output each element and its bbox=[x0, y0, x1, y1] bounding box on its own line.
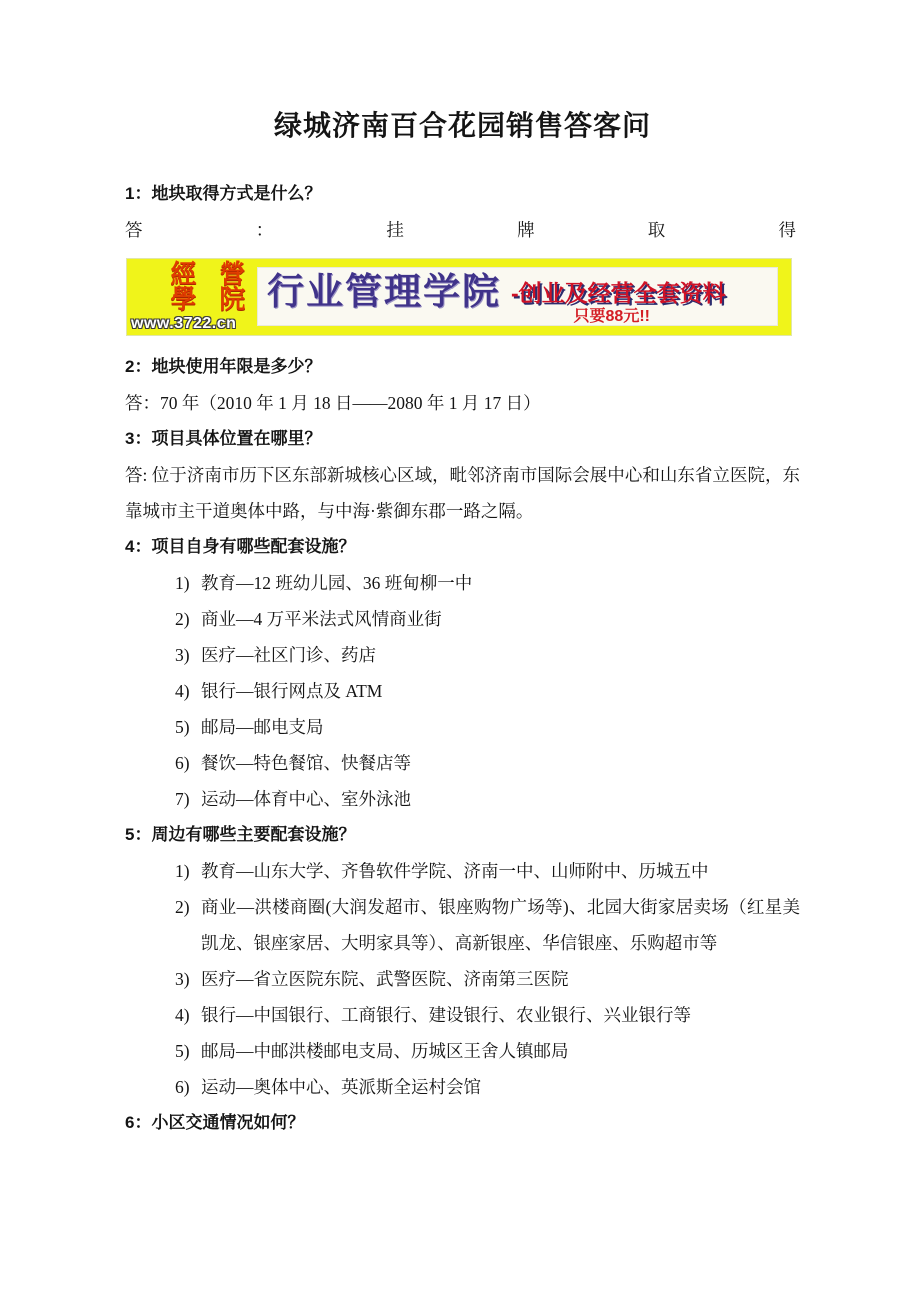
ad-logo-char: 學 bbox=[170, 284, 197, 314]
list-item bbox=[125, 637, 800, 673]
list-item bbox=[125, 565, 800, 601]
ad-banner-title: 行业管理学院 bbox=[267, 271, 501, 312]
list-item-text: 邮局—邮电支局 bbox=[201, 717, 324, 737]
list-item bbox=[125, 961, 800, 997]
list-item bbox=[125, 709, 800, 745]
answer-3-text: 答: 位于济南市历下区东部新城核心区域，毗邻济南市国际会展中心和山东省立医院，东靠城市主干道奥体中路，与中海·紫御东郡一路之隔。 bbox=[125, 465, 800, 521]
list-item-number: 5) bbox=[175, 1041, 190, 1061]
list-item bbox=[125, 853, 800, 889]
answer-1-char: 得 bbox=[778, 220, 796, 240]
ad-banner-logo bbox=[163, 259, 253, 314]
list-item-text: 教育—山东大学、齐鲁软件学院、济南一中、山师附中、历城五中 bbox=[201, 861, 709, 881]
list-item-number: 7) bbox=[175, 789, 190, 809]
list-item bbox=[125, 673, 800, 709]
list-item-number: 1) bbox=[175, 573, 190, 593]
list-item-text: 邮局—中邮洪楼邮电支局、历城区王舍人镇邮局 bbox=[201, 1041, 569, 1061]
answer-1-distributed bbox=[125, 212, 800, 248]
list-item-text: 教育—12 班幼儿园、36 班甸柳一中 bbox=[201, 573, 473, 593]
question-6-heading: 6：小区交通情况如何？ bbox=[125, 1113, 305, 1132]
list-item-number: 2) bbox=[175, 609, 190, 629]
ad-banner-tagline: -创业及经营全套资料 bbox=[511, 280, 726, 306]
list-item-number: 3) bbox=[175, 969, 190, 989]
list-item-number: 2) bbox=[175, 897, 190, 917]
list-item bbox=[125, 1069, 800, 1105]
list-item bbox=[125, 745, 800, 781]
list-item-number: 4) bbox=[175, 1005, 190, 1025]
list-item-text: 医疗—省立医院东院、武警医院、济南第三医院 bbox=[201, 969, 569, 989]
ad-logo-char: 經 bbox=[170, 259, 197, 289]
answer-1-char: 答 bbox=[125, 220, 143, 240]
ad-banner-logo-area bbox=[127, 259, 257, 335]
ad-logo-char: 院 bbox=[219, 284, 246, 314]
list-item-text: 银行—银行网点及 ATM bbox=[201, 681, 383, 701]
list-item-text: 运动—奥体中心、英派斯全运村会馆 bbox=[201, 1077, 481, 1097]
question-3-heading: 3：项目具体位置在哪里？ bbox=[125, 429, 322, 448]
list-item-text: 商业—4 万平米法式风情商业街 bbox=[201, 609, 442, 629]
document-title: 绿城济南百合花园销售答客问 bbox=[273, 110, 651, 141]
list-item-text: 运动—体育中心、室外泳池 bbox=[201, 789, 411, 809]
ad-banner-url[interactable]: www.3722.cn bbox=[131, 315, 237, 332]
list-item bbox=[125, 997, 800, 1033]
list-item-number: 3) bbox=[175, 645, 190, 665]
ad-logo-char: 營 bbox=[219, 259, 246, 289]
list-item bbox=[125, 601, 800, 637]
list-item-number: 6) bbox=[175, 753, 190, 773]
ad-banner-price: 只要88元!! bbox=[573, 308, 650, 325]
list-item bbox=[125, 781, 800, 817]
list-item-number: 6) bbox=[175, 1077, 190, 1097]
list-item bbox=[125, 889, 800, 961]
list-item-number: 4) bbox=[175, 681, 190, 701]
answer-1-char: 取 bbox=[647, 220, 666, 240]
question-2-heading: 2：地块使用年限是多少？ bbox=[125, 357, 322, 376]
ad-banner[interactable] bbox=[126, 258, 792, 336]
list-item-number: 1) bbox=[175, 861, 190, 881]
list-item-text: 商业—洪楼商圈(大润发超市、银座购物广场等)、北园大街家居卖场（红星美凯龙、银座家居、大明家具等）、高新银座、华信银座、乐购超市等 bbox=[201, 897, 800, 953]
question-4-heading: 4：项目自身有哪些配套设施？ bbox=[125, 537, 356, 556]
answer-2-text: 答：70 年（2010 年 1 月 18 日——2080 年 1 月 17 日） bbox=[125, 393, 541, 413]
list-item bbox=[125, 1033, 800, 1069]
question-1-heading: 1：地块取得方式是什么？ bbox=[125, 184, 322, 203]
list-item-text: 银行—中国银行、工商银行、建设银行、农业银行、兴业银行等 bbox=[201, 1005, 691, 1025]
question-5-heading: 5：周边有哪些主要配套设施？ bbox=[125, 825, 356, 844]
answer-1-char: 挂 bbox=[386, 220, 404, 240]
list-item-number: 5) bbox=[175, 717, 190, 737]
list-item-text: 医疗—社区门诊、药店 bbox=[201, 645, 376, 665]
list-item-text: 餐饮—特色餐馆、快餐店等 bbox=[201, 753, 411, 773]
ad-banner-panel bbox=[257, 267, 778, 326]
answer-1-char: ： bbox=[255, 220, 274, 240]
answer-1-char: 牌 bbox=[517, 220, 535, 240]
